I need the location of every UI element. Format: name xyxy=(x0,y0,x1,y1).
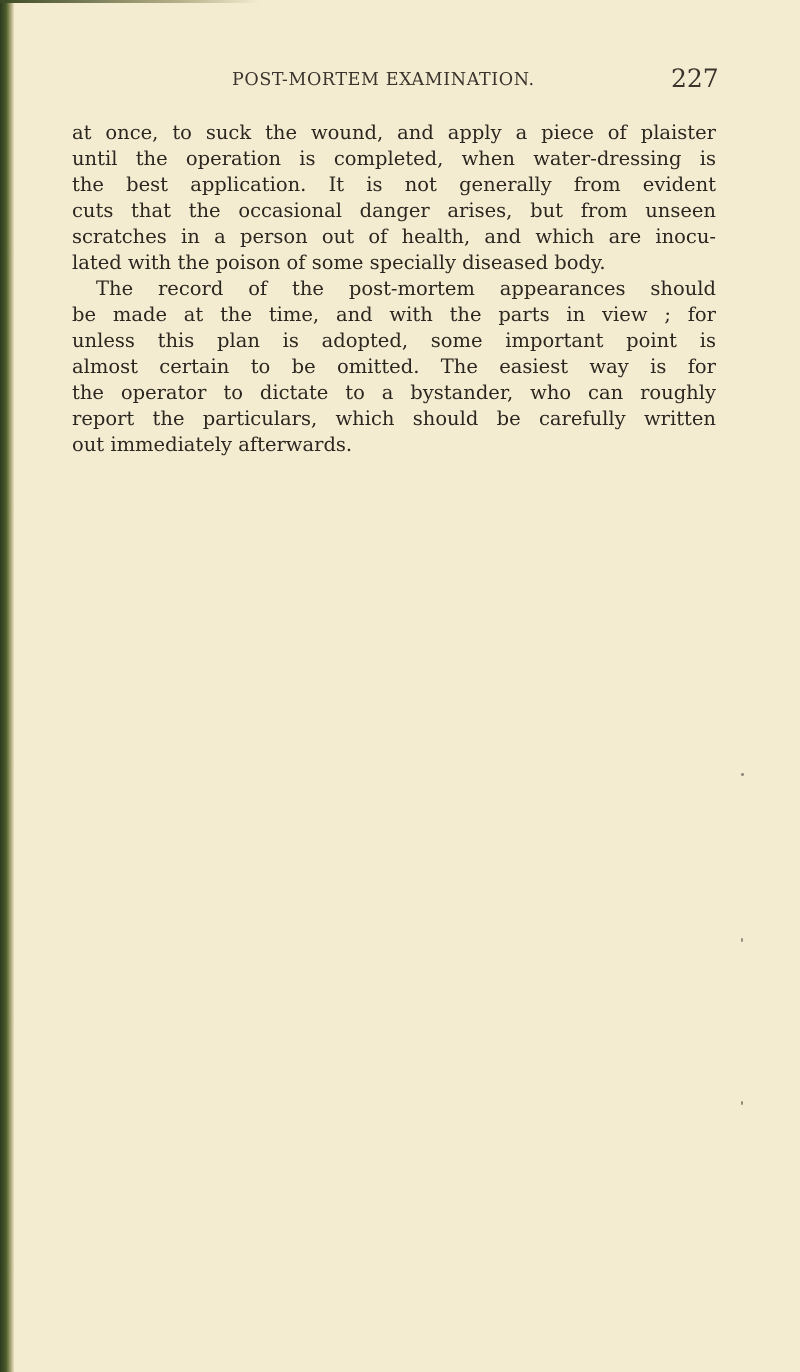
text-line: the best application. It is not generally from evident xyxy=(72,173,716,196)
text-line: at once, to suck the wound, and apply a piece of plaister xyxy=(72,121,716,144)
text-line: The record of the post-mortem appearances should xyxy=(96,277,716,300)
text-line: out immediately afterwards. xyxy=(72,433,353,456)
text-line: until the operation is completed, when water-dressing is xyxy=(72,147,716,170)
paragraph-1 xyxy=(72,120,716,276)
page-number: 227 xyxy=(671,64,719,93)
text-line: unless this plan is adopted, some important point is xyxy=(72,329,716,352)
page-top-edge xyxy=(0,0,260,3)
text-line: be made at the time, and with the parts in view ; for xyxy=(72,303,716,326)
text-line: the operator to dictate to a bystander, who can roughly xyxy=(72,381,716,404)
text-line: cuts that the occasional danger arises, but from unseen xyxy=(72,199,716,222)
text-line: scratches in a person out of health, and which are inocu- xyxy=(72,225,716,248)
paper-speck xyxy=(741,938,743,942)
text-line: lated with the poison of some specially diseased body. xyxy=(72,251,606,274)
paragraph-2 xyxy=(72,276,716,458)
binding-edge xyxy=(0,0,14,1372)
running-head xyxy=(0,64,800,100)
text-line: report the particulars, which should be carefully written xyxy=(72,407,716,430)
text-line: almost certain to be omitted. The easiest way is for xyxy=(72,355,716,378)
paper-speck xyxy=(741,773,744,776)
body-text xyxy=(72,120,716,458)
paper-speck xyxy=(741,1101,743,1105)
running-title: POST-MORTEM EXAMINATION. xyxy=(232,70,535,90)
